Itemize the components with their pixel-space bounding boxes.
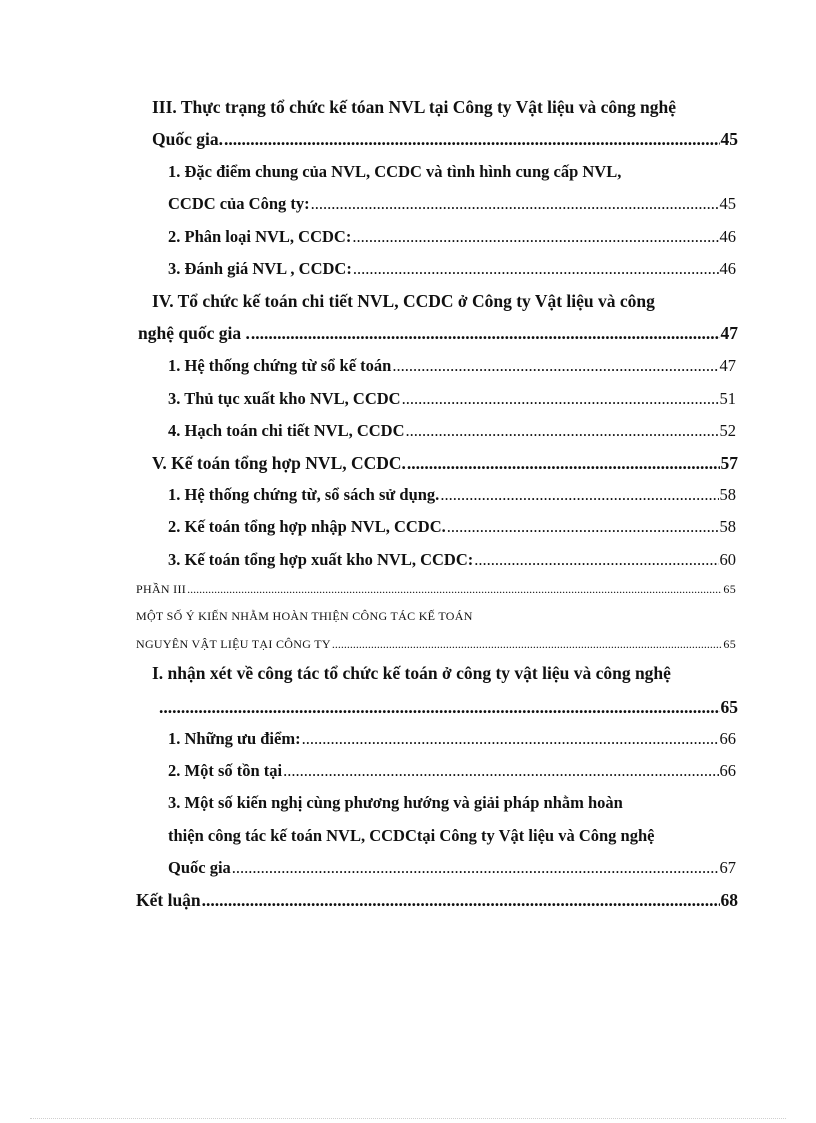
toc-page-number: 58 bbox=[719, 517, 736, 536]
toc-item-v-2 bbox=[168, 517, 736, 537]
toc-page-number: 45 bbox=[719, 194, 736, 213]
leader-dots bbox=[406, 421, 719, 441]
leader-dots bbox=[302, 729, 719, 749]
toc-text: CCDC của Công ty: bbox=[168, 194, 310, 213]
leader-dots bbox=[311, 194, 719, 214]
leader-dots bbox=[232, 858, 719, 878]
leader-dots bbox=[407, 453, 720, 474]
toc-heading-iii-line1 bbox=[152, 97, 676, 118]
leader-dots bbox=[353, 259, 719, 279]
toc-item-i-1 bbox=[168, 729, 736, 749]
toc-page-number: 45 bbox=[720, 129, 738, 149]
leader-dots bbox=[187, 582, 722, 597]
toc-item-iv-3 bbox=[168, 389, 736, 409]
toc-text: I. nhận xét về công tác tổ chức kế toán ở công ty vật liệu và công nghệ bbox=[152, 663, 671, 683]
toc-text: 1. Hệ thống chứng từ sổ kế toán bbox=[168, 356, 392, 375]
toc-text: NGUYÊN VẬT LIỆU TẠI CÔNG TY bbox=[136, 637, 331, 651]
toc-page-number: 46 bbox=[719, 227, 736, 246]
toc-text: III. Thực trạng tổ chức kế tóan NVL tại Công ty Vật liệu và công nghệ bbox=[152, 97, 677, 117]
toc-text: MỘT SỐ Ý KIẾN NHẰM HOÀN THIỆN CÔNG TÁC KẾ TOÁN bbox=[136, 609, 473, 623]
toc-text: Quốc gia bbox=[168, 858, 231, 877]
toc-heading-iv-line2 bbox=[138, 323, 738, 344]
leader-dots bbox=[352, 227, 718, 247]
toc-page-number: 47 bbox=[719, 356, 736, 375]
toc-page-number: 57 bbox=[720, 453, 738, 473]
toc-text: 4. Hạch toán chi tiết NVL, CCDC bbox=[168, 421, 405, 440]
toc-page-number: 51 bbox=[719, 389, 736, 408]
leader-dots bbox=[332, 637, 723, 652]
toc-text: 3. Đánh giá NVL , CCDC: bbox=[168, 259, 352, 278]
toc-text: 3. Thủ tục xuất kho NVL, CCDC bbox=[168, 389, 401, 408]
toc-item-v-3 bbox=[168, 550, 736, 570]
toc-text: 3. Kế toán tổng hợp xuất kho NVL, CCDC: bbox=[168, 550, 474, 569]
toc-page-number: 46 bbox=[719, 259, 736, 278]
toc-page-number: 65 bbox=[723, 582, 736, 596]
toc-text: 2. Kế toán tổng hợp nhập NVL, CCDC. bbox=[168, 517, 446, 536]
toc-text: thiện công tác kế toán NVL, CCDCtại Công ty Vật liệu và Công nghệ bbox=[168, 826, 655, 845]
toc-page-number: 65 bbox=[723, 637, 736, 651]
toc-item-i-2 bbox=[168, 761, 736, 781]
leader-dots bbox=[224, 129, 720, 150]
toc-page-number: 65 bbox=[720, 697, 738, 717]
toc-part-iii-title-line2 bbox=[136, 637, 736, 652]
toc-page-number: 58 bbox=[719, 485, 736, 504]
toc-page-number: 67 bbox=[719, 858, 736, 877]
toc-item-2 bbox=[168, 227, 736, 247]
toc-part-iii-title-line1 bbox=[136, 609, 473, 624]
toc-text: Kết luận bbox=[136, 890, 201, 910]
leader-dots bbox=[474, 550, 718, 570]
toc-item-i-3-line1 bbox=[168, 793, 623, 813]
leader-dots bbox=[251, 323, 720, 344]
toc-page-number: 66 bbox=[719, 761, 736, 780]
toc-part-iii bbox=[136, 582, 736, 597]
toc-item-1-line1 bbox=[168, 162, 621, 182]
toc-text: Quốc gia. bbox=[152, 129, 223, 149]
toc-text: nghệ quốc gia . bbox=[138, 323, 250, 343]
toc-item-v-1 bbox=[168, 485, 736, 505]
leader-dots bbox=[159, 697, 720, 718]
toc-heading-v bbox=[152, 453, 738, 474]
toc-text: V. Kế toán tổng hợp NVL, CCDC. bbox=[152, 453, 406, 473]
toc-text: 3. Một số kiến nghị cùng phương hướng và giải pháp nhằm hoàn bbox=[168, 793, 623, 812]
toc-page-number: 60 bbox=[719, 550, 736, 569]
toc-item-iv-1 bbox=[168, 356, 736, 376]
leader-dots bbox=[440, 485, 718, 505]
leader-dots bbox=[202, 890, 720, 911]
toc-page-number: 68 bbox=[720, 890, 738, 910]
toc-page-number: 66 bbox=[719, 729, 736, 748]
toc-text: 1. Hệ thống chứng từ, sổ sách sử dụng. bbox=[168, 485, 440, 504]
toc-text: IV. Tổ chức kế toán chi tiết NVL, CCDC ở Công ty Vật liệu và công bbox=[152, 291, 655, 311]
toc-page-number: 52 bbox=[719, 421, 736, 440]
toc-text: 2. Phân loại NVL, CCDC: bbox=[168, 227, 352, 246]
toc-item-iv-4 bbox=[168, 421, 736, 441]
leader-dots bbox=[283, 761, 718, 781]
toc-conclusion bbox=[136, 890, 738, 911]
toc-text: PHẦN III bbox=[136, 582, 187, 596]
toc-page-number: 47 bbox=[720, 323, 738, 343]
toc-heading-i-line2 bbox=[158, 697, 738, 718]
leader-dots bbox=[402, 389, 719, 409]
toc-heading-iii-line2 bbox=[152, 129, 738, 150]
toc-item-i-3-line3 bbox=[168, 858, 736, 878]
toc-text: 1. Những ưu điểm: bbox=[168, 729, 301, 748]
toc-item-i-3-line2 bbox=[168, 826, 654, 846]
toc-item-3 bbox=[168, 259, 736, 279]
toc-heading-iv-line1 bbox=[152, 291, 655, 312]
toc-item-1-line2 bbox=[168, 194, 736, 214]
toc-text: 1. Đặc điểm chung của NVL, CCDC và tình hình cung cấp NVL, bbox=[168, 162, 622, 181]
leader-dots bbox=[392, 356, 718, 376]
leader-dots bbox=[447, 517, 719, 537]
toc-text: 2. Một số tồn tại bbox=[168, 761, 283, 780]
toc-heading-i-line1 bbox=[152, 663, 671, 684]
page-bottom-divider bbox=[30, 1118, 786, 1119]
